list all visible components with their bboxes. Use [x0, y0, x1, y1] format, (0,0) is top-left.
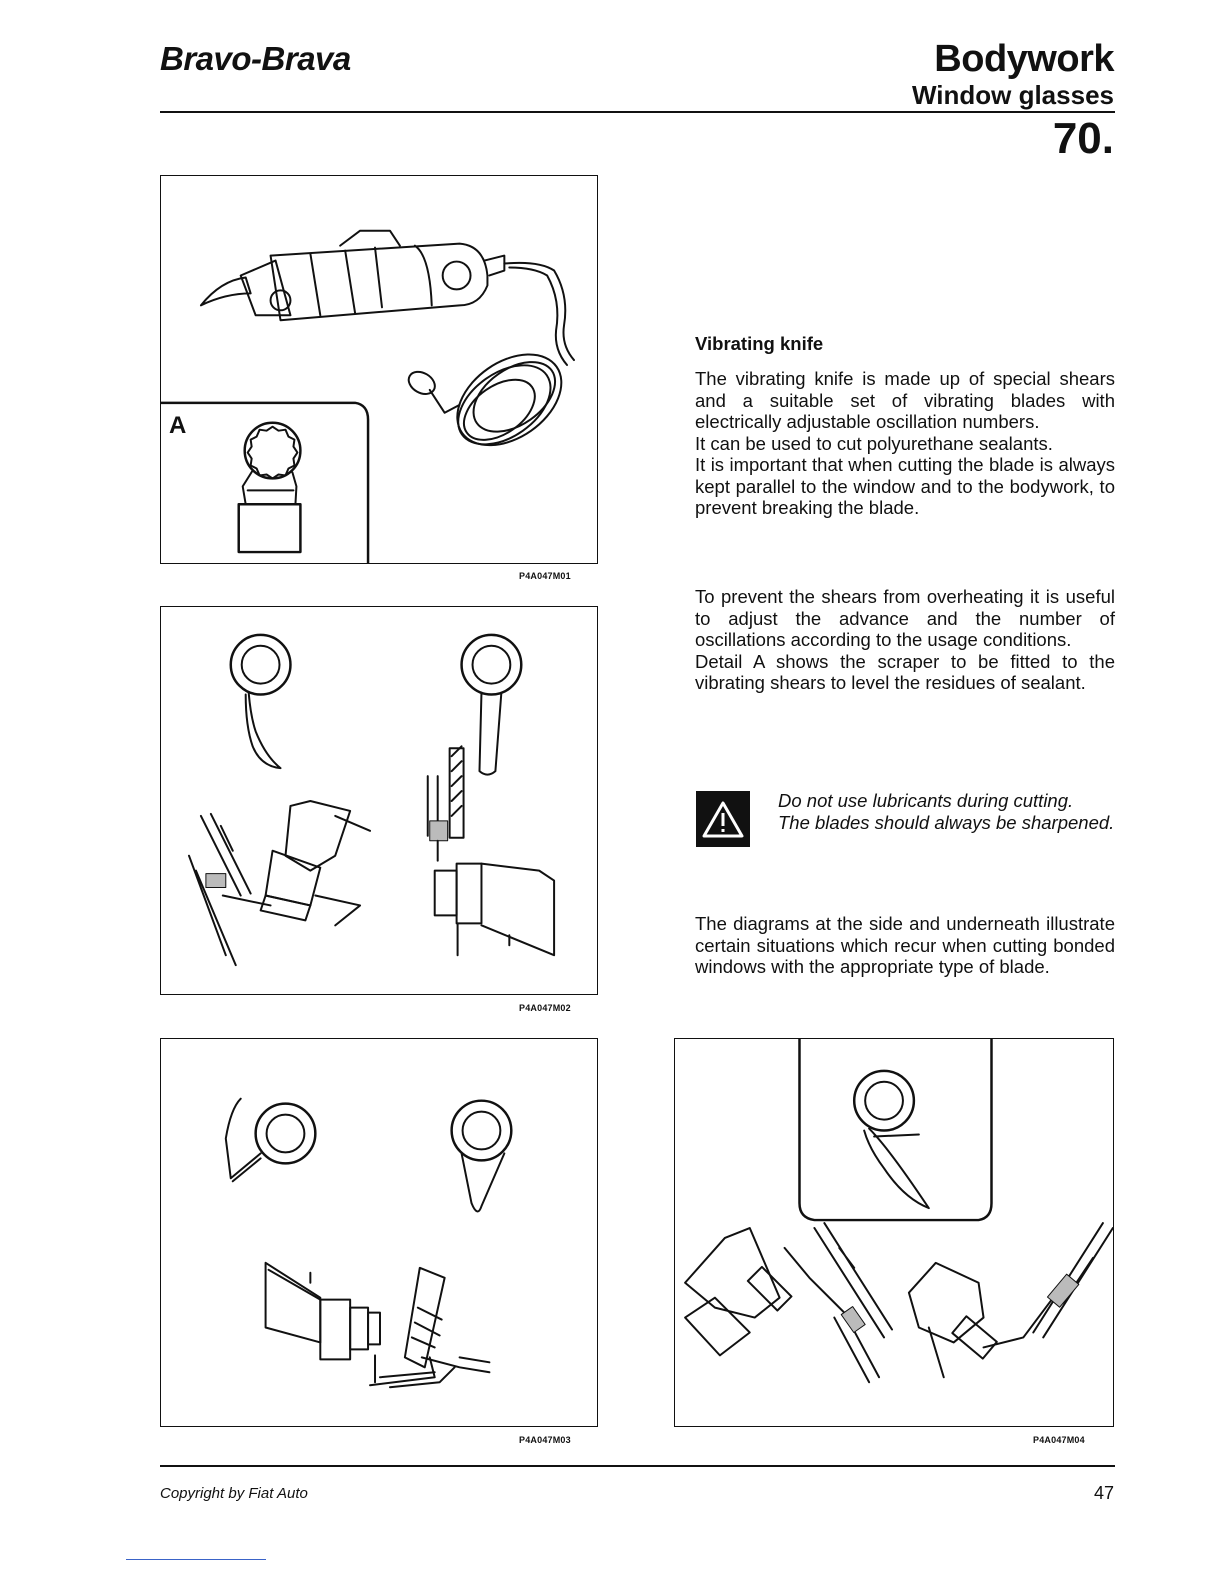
figure-blade-usage-2: [160, 1038, 598, 1427]
header-rule: [160, 111, 1115, 113]
warning-text: [778, 790, 1116, 833]
figure-code-3: P4A047M03: [519, 1435, 571, 1445]
warning-line-2: The blades should always be sharpened.: [778, 811, 1115, 833]
paragraph-description: The vibrating knife is made up of special shears and a suitable set of vibrating blades with electrically adjustable oscillation numbers.: [695, 368, 1115, 432]
warning-line-1: Do not use lubricants during cutting.: [778, 790, 1074, 811]
warning-icon: [696, 791, 750, 847]
figure-code-4: P4A047M04: [1033, 1435, 1085, 1445]
text-block-1: [695, 368, 1115, 519]
paragraph-importance: It is important that when cutting the blade is always kept parallel to the window and to the bodywork, to prevent breaking the blade.: [695, 454, 1115, 518]
figure-code-2: P4A047M02: [519, 1003, 571, 1013]
blade-usage-illustration-2: [161, 1039, 597, 1426]
paragraph-overheating: To prevent the shears from overheating it is useful to adjust the advance and the number of oscillations according to the usage conditions.: [695, 586, 1115, 650]
vibrating-knife-illustration: [161, 176, 597, 563]
figure-code-1: P4A047M01: [519, 571, 571, 581]
footer-rule: [160, 1465, 1115, 1467]
figure-blade-usage-1: [160, 606, 598, 995]
figure-blade-usage-3: [674, 1038, 1114, 1427]
section-heading: Vibrating knife: [695, 333, 824, 354]
blade-usage-illustration-3: [675, 1039, 1113, 1426]
detail-a-label: A: [169, 412, 187, 439]
paragraph-diagrams: The diagrams at the side and underneath illustrate certain situations which recur when cutting bonded windows with the appropriate type of blade.: [695, 913, 1115, 977]
header-model: Bravo-Brava: [160, 40, 351, 77]
scan-artifact-line: [126, 1559, 266, 1560]
footer-copyright: Copyright by Fiat Auto: [160, 1485, 308, 1502]
figure-vibrating-knife: [160, 175, 598, 564]
text-block-3: [695, 913, 1115, 978]
blade-usage-illustration-1: [161, 607, 597, 994]
footer-page-number: 47: [1093, 1483, 1114, 1503]
header-section-title: Bodywork: [934, 38, 1114, 80]
text-block-2: [695, 586, 1115, 694]
header-subsection: Window glasses: [911, 80, 1114, 110]
paragraph-usage: It can be used to cut polyurethane sealants.: [695, 432, 1053, 454]
paragraph-detail-a: Detail A shows the scraper to be fitted to the vibrating shears to level the residues of sealant.: [695, 650, 1115, 693]
header-page-code: 70.: [1052, 114, 1114, 163]
